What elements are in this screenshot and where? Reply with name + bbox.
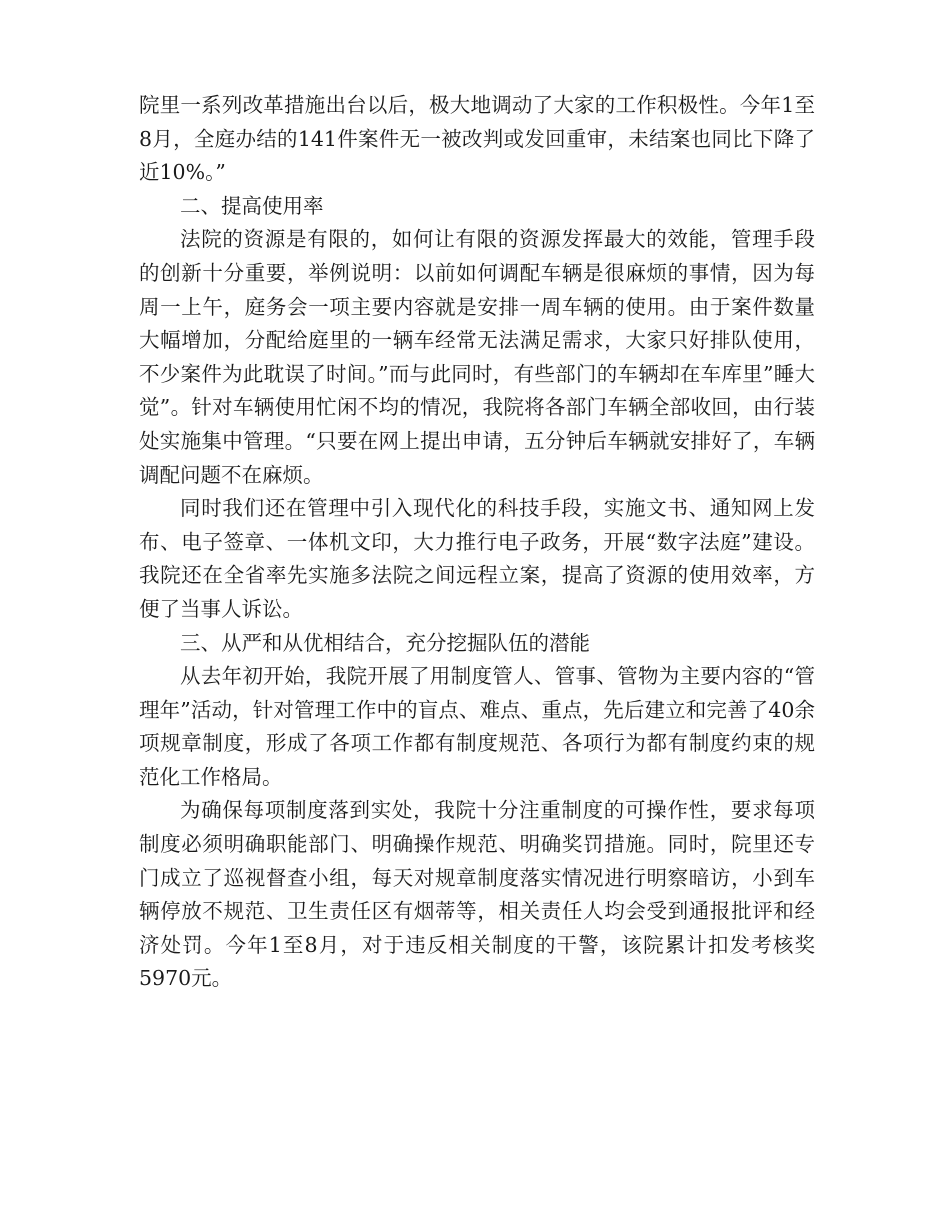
paragraph-technology-means: 同时我们还在管理中引入现代化的科技手段，实施文书、通知网上发布、电子签章、一体机文印，大力推行电子政务，开展“数字法庭”建设。我院还在全省率先实施多法院之间远程立案，提高了资源的使用效率，方便了当事人诉讼。	[139, 496, 815, 621]
paragraph-management-year: 从去年初开始，我院开展了用制度管人、管事、管物为主要内容的“管理年”活动，针对管理工作中的盲点、难点、重点，先后建立和完善了40余项规章制度，形成了各项工作都有制度规范、各项行为都有制度约束的规范化工作格局。	[139, 664, 815, 789]
section-heading-usage-rate: 二、提高使用率	[180, 193, 324, 218]
section-heading-team-potential: 三、从严和从优相结合，充分挖掘队伍的潜能	[180, 630, 590, 655]
paragraph-reform-results: 院里一系列改革措施出台以后，极大地调动了大家的工作积极性。今年1至8月，全庭办结的141件案件无一被改判或发回重审，未结案也同比下降了近10%。”	[139, 93, 815, 185]
document-page	[139, 89, 815, 996]
paragraph-rule-enforcement: 为确保每项制度落到实处，我院十分注重制度的可操作性，要求每项制度必须明确职能部门、明确操作规范、明确奖罚措施。同时，院里还专门成立了巡视督查小组，每天对规章制度落实情况进行明察暗访，小到车辆停放不规范、卫生责任区有烟蒂等，相关责任人均会受到通报批评和经济处罚。今年1至8月，对于违反相关制度的干警，该院累计扣发考核奖5970元。	[139, 798, 815, 991]
paragraph-vehicle-management: 法院的资源是有限的，如何让有限的资源发挥最大的效能，管理手段的创新十分重要，举例说明：以前如何调配车辆是很麻烦的事情，因为每周一上午，庭务会一项主要内容就是安排一周车辆的使用。由于案件数量大幅增加，分配给庭里的一辆车经常无法满足需求，大家只好排队使用，不少案件为此耽误了时间。”而与此同时，有些部门的车辆却在车库里”睡大觉”。针对车辆使用忙闲不均的情况，我院将各部门车辆全部收回，由行装处实施集中管理。“只要在网上提出申请，五分钟后车辆就安排好了，车辆调配问题不在麻烦。	[139, 227, 815, 487]
